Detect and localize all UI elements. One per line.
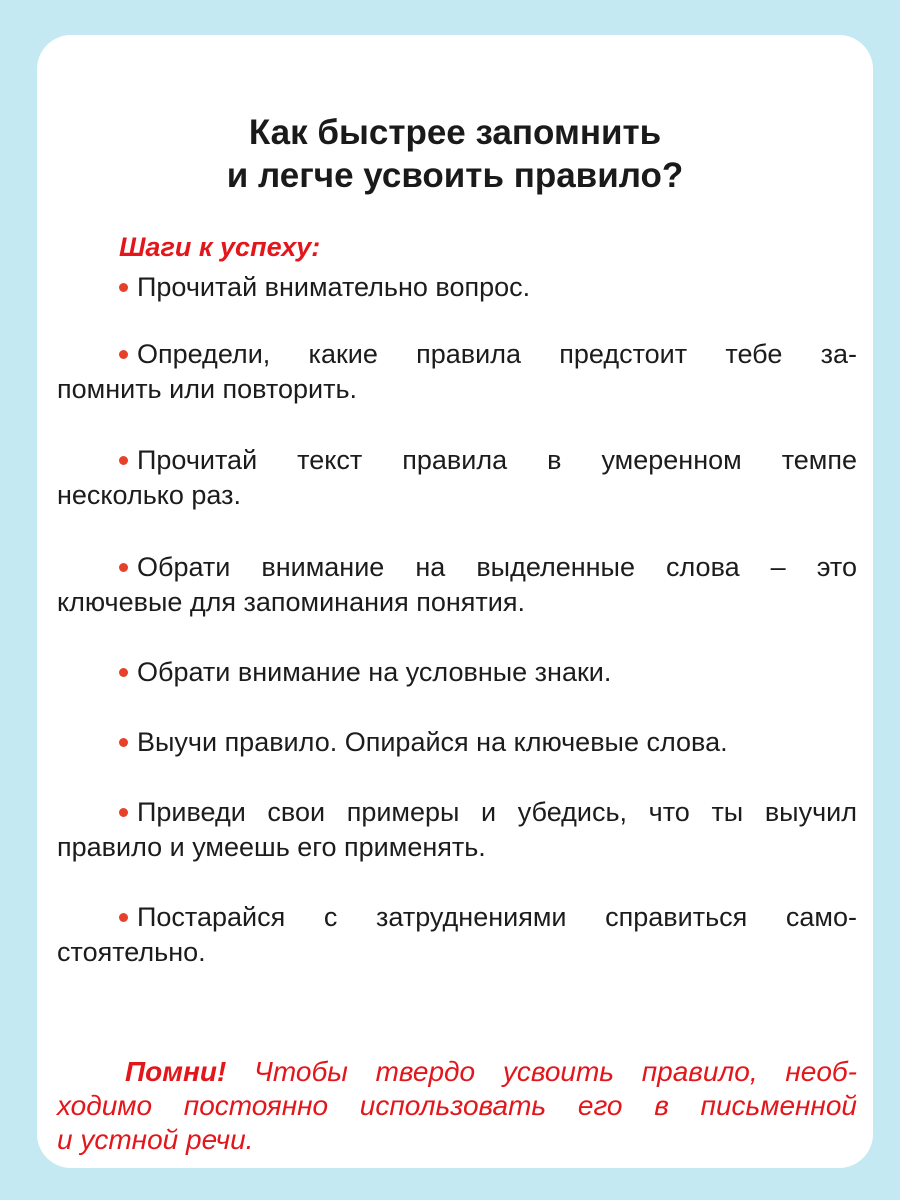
title-line: и легче усвоить правило?	[226, 156, 684, 195]
step-text: Приведи свои примеры и убедись, что ты выучил	[137, 797, 857, 827]
step-text: Прочитай внимательно вопрос.	[137, 272, 531, 302]
step-line	[57, 725, 857, 760]
step-line	[57, 443, 857, 478]
step-item	[57, 337, 857, 407]
step-line: правило и умеешь его применять.	[57, 832, 486, 862]
bullet-icon	[119, 456, 128, 465]
step-text: Обрати внимание на условные знаки.	[137, 657, 612, 687]
bullet-icon	[119, 738, 128, 747]
memo-label: Помни!	[125, 1056, 227, 1087]
memo-text: Чтобы твердо усвоить правило, необ-	[254, 1056, 857, 1087]
step-text: Обрати внимание на выделенные слова – это	[137, 552, 857, 582]
memo-note	[57, 1055, 857, 1157]
step-line: помнить или повторить.	[57, 374, 358, 404]
step-line: стоятельно.	[57, 937, 206, 967]
rule-card	[37, 35, 873, 1168]
step-line: несколько раз.	[57, 480, 242, 510]
step-line	[57, 337, 857, 372]
step-line	[57, 795, 857, 830]
step-item	[57, 270, 857, 305]
step-text: Выучи правило. Опирайся на ключевые слова.	[137, 727, 728, 757]
step-text: Постарайся с затруднениями справиться само-	[137, 902, 857, 932]
bullet-icon	[119, 668, 128, 677]
step-item	[57, 900, 857, 970]
step-line	[57, 550, 857, 585]
bullet-icon	[119, 808, 128, 817]
memo-line: ходимо постоянно использовать его в письменной	[57, 1090, 857, 1121]
step-line	[57, 900, 857, 935]
memo-line: и устной речи.	[57, 1124, 254, 1155]
bullet-icon	[119, 563, 128, 572]
bullet-icon	[119, 350, 128, 359]
step-line	[57, 655, 857, 690]
step-line: ключевые для запоминания понятия.	[57, 587, 525, 617]
step-item	[57, 443, 857, 513]
bullet-icon	[119, 283, 128, 292]
steps-heading: Шаги к успеху:	[119, 232, 321, 262]
step-item	[57, 550, 857, 620]
step-item	[57, 655, 857, 690]
step-item	[57, 795, 857, 865]
step-text: Определи, какие правила предстоит тебе за-	[137, 339, 857, 369]
step-item	[57, 725, 857, 760]
step-line	[57, 270, 857, 305]
step-text: Прочитай текст правила в умеренном темпе	[137, 445, 857, 475]
title-line: Как быстрее запомнить	[248, 113, 662, 152]
bullet-icon	[119, 913, 128, 922]
page-title	[37, 111, 873, 197]
memo-line	[57, 1055, 857, 1089]
